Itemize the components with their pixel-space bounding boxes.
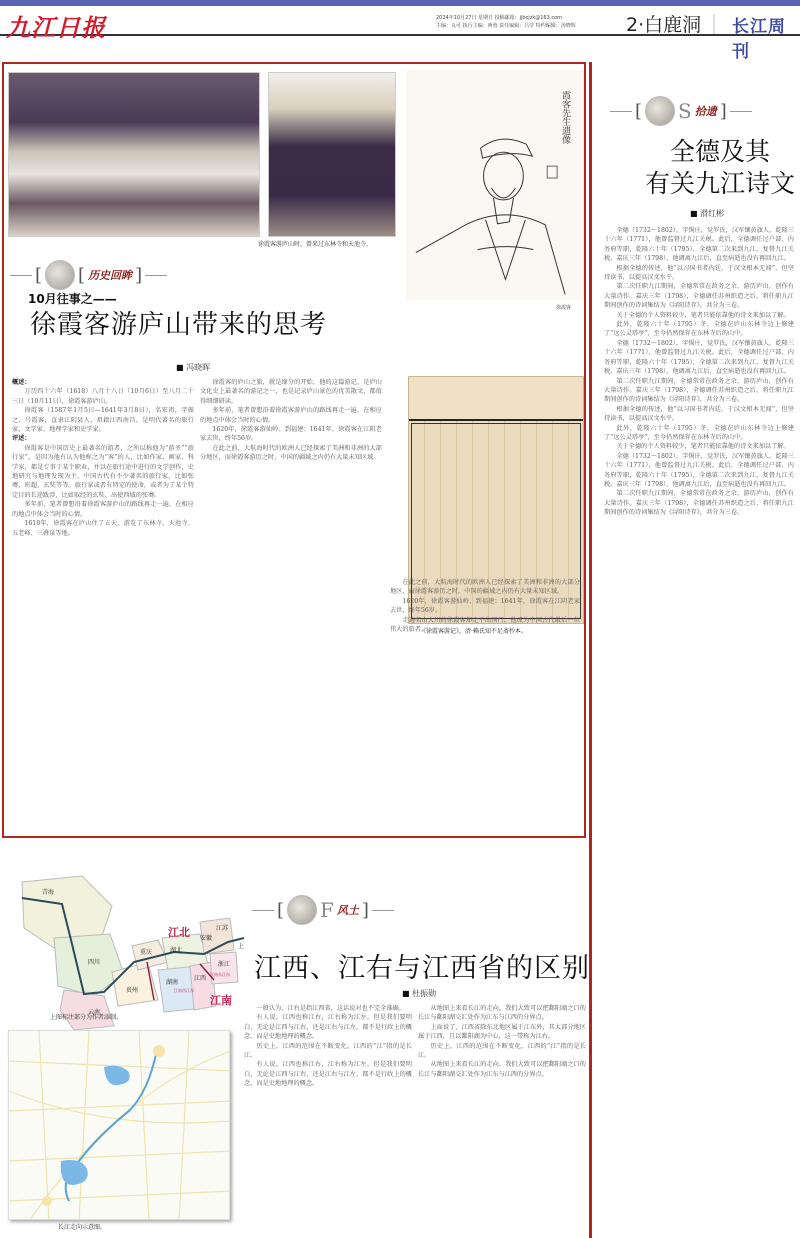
- article-column-2: 徐霞客的庐山之旅，就是缘分的开始，他的这篇游记，是庐山文化史上最著名的游记之一，也是记录庐山景色的优美散文，都值得细细研读。 多年前，笔者曾想沿着徐霞客游庐山的路线再走一遍，在相应的地点中体会当时的心情。 1620年，徐霞客游仙岭、到福建；1641年，徐霞客在江阴老家去世，终年56岁。 在此之前，大航海时代的欧洲人已经探索了美洲和非洲的大部分地区，而徐霞客游历之时，中国的疆域之内仍有大量未知区域。: [200, 379, 382, 462]
- photo-temple: [8, 72, 260, 237]
- regional-column-2: 从地图上来看长江的走向，我们大致可以把鄱阳湖之口的长江与鄱阳湖交汇处作为江东与江西的分界点。 上面说了，江西省除东北地区属于江东外，其大部分地区属于江西，且以鄱阳湖为中心，这一带称为江右。 历史上，江西的范围在不断变化，江西的“江”指的是长江。 从地图上来看长江的走向，我们大致可以把鄱阳湖之口的长江与鄱阳湖交汇处作为江东与江西的分界点。: [418, 1005, 586, 1078]
- svg-text:江西: 江西: [194, 975, 207, 982]
- sidebar-headline: 全德及其 有关九江诗文: [644, 137, 795, 198]
- svg-text:青海: 青海: [42, 889, 55, 896]
- svg-text:四川: 四川: [88, 959, 101, 966]
- issue-meta: [436, 14, 576, 30]
- svg-text:重庆: 重庆: [140, 949, 153, 956]
- svg-text:上: 上: [238, 943, 244, 950]
- svg-text:江苏: 江苏: [216, 925, 229, 932]
- column-tag-misc: [ S 拾遗 ]: [610, 96, 752, 126]
- article-headline: 徐霞客游庐山带来的思考: [30, 310, 328, 340]
- route-map-caption: 长江走向示意图。: [58, 1224, 107, 1231]
- yangtze-provinces-map: [4, 862, 244, 1030]
- manuscript-caption: 《徐霞客游记》，清·赖氏知不足斋抄本。: [420, 628, 527, 635]
- portrait-inscription: 霞客先生遗像: [560, 90, 571, 145]
- date-line: 2024年10月27日 星期日 投稿邮箱：jjbcjzk@163.com: [436, 15, 563, 21]
- editors-line: 主编：丸可 执行主编：蒋蓉 责任编辑：吕莹 特约编辑：汤晓辉: [436, 23, 576, 29]
- masthead-divider: [713, 14, 715, 34]
- svg-text:浙江: 浙江: [218, 961, 231, 968]
- portrait-caption: 徐霞客: [556, 305, 572, 311]
- column-tag-history: [ [ 历史回眸 ]: [10, 260, 167, 290]
- svg-text:江南西江东: 江南西江东: [174, 988, 194, 993]
- regional-column-1: 一般认为，江右是指江西省，这话说对也不完全准确。 有人说，江西也称江右，江右称为江左。但是我们要明白，无论是江西与江右，还是江右与江左，都不是行政上的概念，而是史地地理的概念。 历史上，江西的范围在不断变化，江西的“江”指的是长江。 有人说，江西也称江右，江右称为江左。但是我们要明白，无论是江西与江右，还是江右与江左，都不是行政上的概念，而是史地地理的概念。: [244, 1005, 412, 1088]
- column-badge-icon: [45, 260, 75, 290]
- svg-text:江南东江东: 江南东江东: [210, 972, 230, 977]
- column-badge-icon: [645, 96, 675, 126]
- svg-text:安徽: 安徽: [200, 935, 213, 942]
- regional-byline: ■ 杜振勋: [402, 988, 436, 999]
- column-tag-local: [ F 风土 ]: [252, 895, 394, 925]
- province-map-caption: 上图标注部分为作者添制。: [50, 1014, 123, 1021]
- weekly-brand: 长江周刊: [732, 17, 786, 62]
- svg-text:江南: 江南: [210, 994, 232, 1007]
- photo-caption: 徐霞客游庐山时，曾来过东林寺和天池寺。: [258, 241, 373, 248]
- article-column-1: 概述： 万历四十六年（1618）八月十八日（10月6日）至八月二十三日（10月11日），徐霞客游庐山。 徐霞客（1587年1月5日—1641年3月8日），名宏祖，字振之，号霞客，直隶江阴县人，祖籍江西南昌。是明代著名的旅行家、文学家、地理学家和史学家。 评述： 徐霞客是中国历史上最著名的游者，之所以称他为“游圣”“旅行家”，是因为他有认为他称之为“客”的人，比如作家、画家、科学家，都是专事于某个职业，并以在旅行途中进行的文学创作，史地研究与地理发现为主。中国古代有不少著名的旅行家，比如张骞、班超、玄奘等等。旅行家或者有特定的使命，或者为了某个特定目的长途跋涉，比如取经的玄奘、出使西域的张骞。 多年前，笔者曾想沿着徐霞客游庐山的路线再走一遍，在相应的地点中体会当时的心情。 1618年，徐霞客在庐山住了五天，游览了东林寺、天池寺、五老峰、三叠泉等地。: [12, 379, 194, 537]
- portrait-xu-xiake: [406, 70, 584, 300]
- masthead: [0, 6, 800, 62]
- article-column-3: 在此之前，大航海时代的欧洲人已经探索了美洲和非洲的大部分地区，而徐霞客游历之时，中国的疆域之内仍有大量未知区域。 1620年，徐霞客游仙岭、到福建；1641年，徐霞客在江阴老家去世，终年56岁。 走遍名山大川的徐霞客却走不出国门，他成为中国古代最后一位伟大的旅者。: [390, 579, 580, 634]
- article-kicker: 10月往事之——: [28, 292, 117, 306]
- sidebar-rule: [589, 62, 592, 1238]
- sidebar-byline: ■ 滑红彬: [690, 208, 724, 219]
- regional-headline: 江西、江右与江西省的区别: [254, 953, 590, 984]
- portrait-drawing-icon: [406, 70, 583, 300]
- newspaper-logo: 九江日报: [6, 13, 106, 42]
- svg-text:江北: 江北: [168, 926, 190, 939]
- sidebar-body: 全德（1732～1802），字惕庄，觉罗氏，汉军镶黄旗人。乾隆三十六年（1771），他曾监督过九江关税。此后，全德调任过户部、内务府等职，乾隆六十年（1795），全德第二次来到九江，复督九江关税。嘉庆三年（1798），他调离九江后，直至病逝也没有再回九江。 根据全德的传述，他“以习国书者内廷，于汉文根本无闻”，但坚持读书，以提高汉文水平。 第二次任职九江期间，全德常常在政务之余，游历庐山，创作有大量诗作。嘉庆三年（1798），全德调任苏州织造之后，将任职九江期间创作的诗词集结为《浔阳诗存》，共分为三卷。 关于全德的个人资料较少，笔者只能依靠他的诗文来加以了解。 此外，乾隆六十年（1795）冬，全德在庐山东林寺边上修建了“远公灵塔亭”，至今仍然保存在东林寺后的山中。 全德（1732～1802），字惕庄，觉罗氏，汉军镶黄旗人。乾隆三十六年（1771），他曾监督过九江关税。此后，全德调任过户部、内务府等职，乾隆六十年（1795），全德第二次来到九江，复督九江关税。嘉庆三年（1798），他调离九江后，直至病逝也没有再回九江。 第二次任职九江期间，全德常常在政务之余，游历庐山，创作有大量诗作。嘉庆三年（1798），全德调任苏州织造之后，将任职九江期间创作的诗词集结为《浔阳诗存》，共分为三卷。 根据全德的传述，他“以习国书者内廷，于汉文根本无闻”，但坚持读书，以提高汉文水平。 此外，乾隆六十年（1795）冬，全德在庐山东林寺边上修建了“远公灵塔亭”，至今仍然保存在东林寺后的山中。 关于全德的个人资料较少，笔者只能依靠他的诗文来加以了解。 全德（1732～1802），字惕庄，觉罗氏，汉军镶黄旗人。乾隆三十六年（1771），他曾监督过九江关税。此后，全德调任过户部、内务府等职，乾隆六十年（1795），全德第二次来到九江，复督九江关税。嘉庆三年（1798），他调离九江后，直至病逝也没有再回九江。 第二次任职九江期间，全德常常在政务之余，游历庐山，创作有大量诗作。嘉庆三年（1798），全德调任苏州织造之后，将任职九江期间创作的诗词集结为《浔阳诗存》，共分为三卷。: [604, 227, 794, 517]
- column-badge-icon: [287, 895, 317, 925]
- svg-text:湖南: 湖南: [166, 979, 179, 986]
- page-number: 2·白鹿洞: [626, 14, 702, 36]
- yangtze-route-map: [8, 1030, 230, 1220]
- article-byline: ■ 冯晓晖: [176, 362, 210, 373]
- svg-text:湖北: 湖北: [170, 947, 183, 954]
- photo-pagoda: [268, 72, 396, 237]
- svg-text:云南: 云南: [88, 1009, 101, 1016]
- svg-text:贵州: 贵州: [126, 987, 139, 994]
